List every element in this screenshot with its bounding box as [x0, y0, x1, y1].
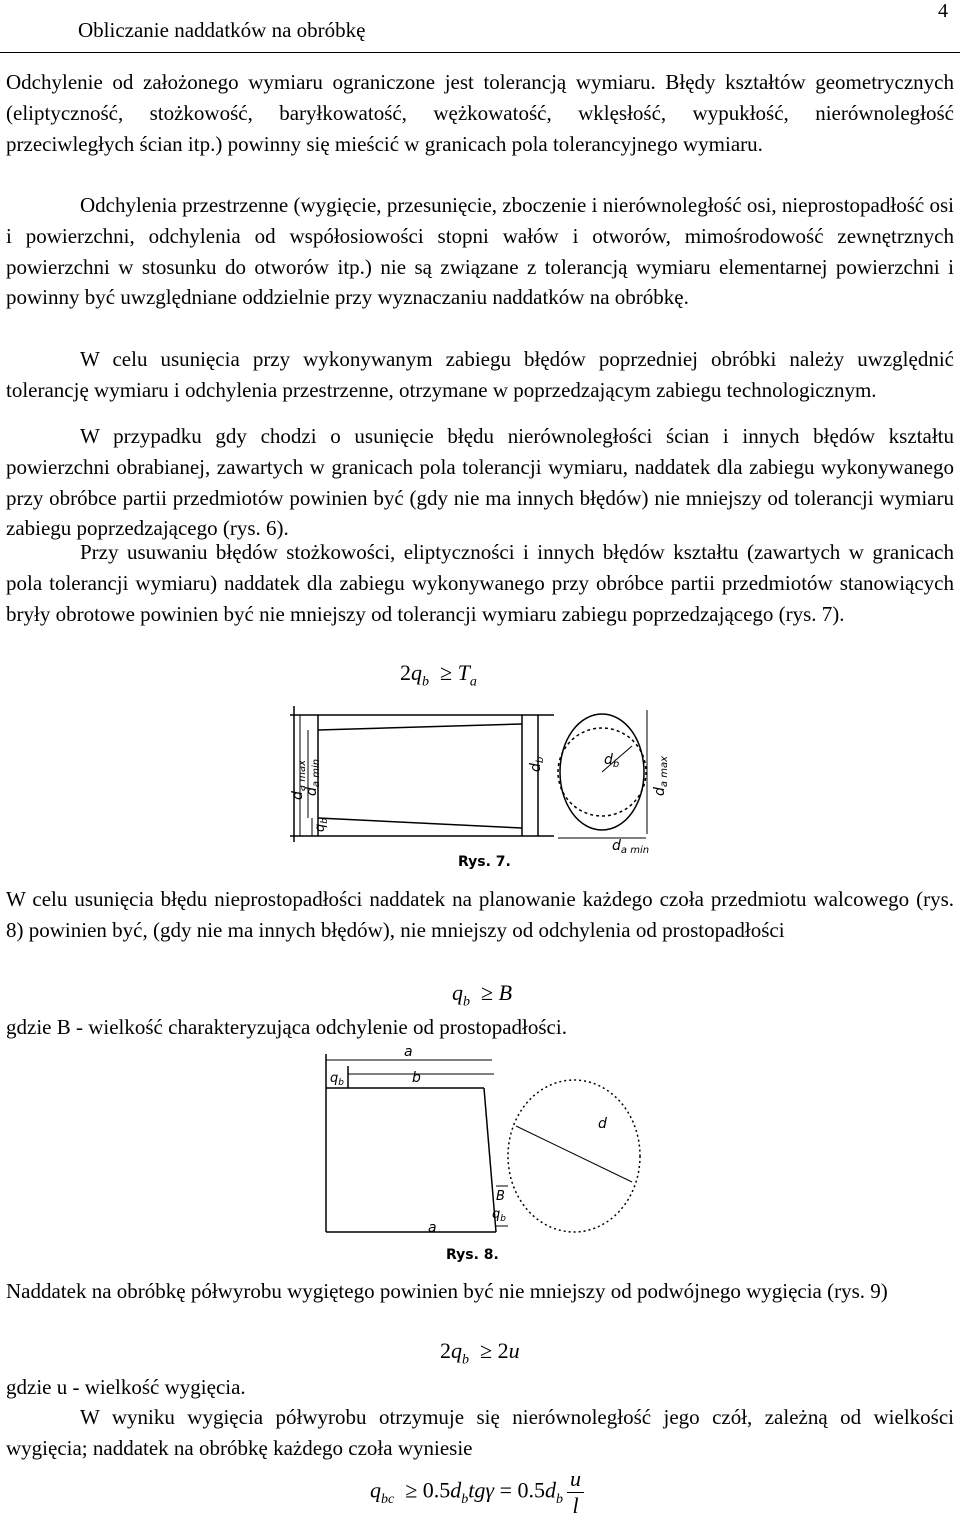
- label-a-top: a: [404, 1044, 413, 1060]
- label-da-min-section: $d_{a min}$: [612, 838, 650, 856]
- figure-rys7-caption: Rys. 7.: [458, 854, 511, 870]
- label-da-max-section: $d_{a max}$: [652, 756, 670, 796]
- label-da-max: $d_{a max}$: [290, 760, 308, 800]
- header-rule: [0, 52, 960, 53]
- formula-2qb-ge-2u: $2q_b \ge 2u$: [440, 1338, 520, 1368]
- paragraph-9: gdzie u - wielkość wygięcia.: [6, 1375, 246, 1399]
- label-da-min: $d_{a min}$: [304, 758, 322, 796]
- label-d: d: [598, 1116, 607, 1132]
- formula-qbc: $q_{bc} \ge 0.5d_btg\gamma = 0.5d_b$ $\frac{u}{l}$: [370, 1466, 584, 1519]
- label-db-side: $d_b$: [528, 756, 546, 772]
- paragraph-3: W celu usunięcia przy wykonywanym zabiegu błędów poprzedniej obróbki należy uwzględnić tolerancję wymiaru i odchylenia przestrzenne, otrzymane w poprzedzającym zabiegu technologicznym.: [6, 347, 954, 402]
- paragraph-4: W przypadku gdy chodzi o usunięcie błędu nierównoległości ścian i innych błędów kształtu powierzchni obrabianej, zawartych w granicach pola tolerancji wymiaru, naddatek dla zabiegu wykonywanego przy obróbce partii przedmiotów powinien być (gdy nie ma innych błędów) nie mniejszy od tolerancji wymiaru zabiegu poprzedzającego (rys. 6).: [6, 424, 954, 541]
- paragraph-7: gdzie B - wielkość charakteryzująca odchylenie od prostopadłości.: [6, 1015, 567, 1039]
- formula-qb-ge-b: $q_b \ge B$: [452, 980, 513, 1010]
- paragraph-8: Naddatek na obróbkę półwyrobu wygiętego powinien być nie mniejszy od podwójnego wygięcia (rys. 9): [6, 1279, 888, 1303]
- label-qb-bottom: $q_b$: [492, 1207, 506, 1224]
- paragraph-2: Odchylenia przestrzenne (wygięcie, przesunięcie, zboczenie i nierównoległość osi, nieprostopadłość osi i powierzchni, odchylenia od współosiowości stopni wałów i otworów, mimośrodowość zewnętrznych powierzchni w stosunku do otworów itp.) nie są związane z tolerancją wymiaru elementarnej powierzchni i powinny być uwzględniane oddzielnie przy wyznaczaniu naddatków na obróbkę.: [6, 193, 954, 310]
- label-b: b: [412, 1070, 421, 1086]
- paragraph-10: W wyniku wygięcia półwyrobu otrzymuje się nierównoległość jego czół, zależną od wielkości wygięcia; naddatek na obróbkę każdego czoła wyniesie: [6, 1405, 954, 1460]
- paragraph-6: W celu usunięcia błędu nieprostopadłości naddatek na planowanie każdego czoła przedmiotu walcowego (rys. 8) powinien być, (gdy nie ma innych błędów), nie mniejszy od odchylenia od prostopadłości: [6, 887, 954, 942]
- label-qb-top: $q_b$: [330, 1071, 344, 1088]
- paragraph-1: Odchylenie od założonego wymiaru ograniczone jest tolerancją wymiaru. Błędy kształtów geometrycznych (eliptyczność, stożkowość, baryłkowatość, wężkowatość, wklęsłość, wypukłość, nierównoległość przeciwległych ścian itp.) powinny się mieścić w granicach pola tolerancyjnego wymiaru.: [6, 70, 954, 156]
- label-B: B: [496, 1189, 505, 1204]
- label-db-section: $d_b$: [604, 752, 620, 770]
- figure-rys8: [312, 1046, 652, 1242]
- page-number: 4: [938, 0, 948, 22]
- figure-rys7: [282, 700, 682, 856]
- paragraph-5: Przy usuwaniu błędów stożkowości, eliptyczności i innych błędów kształtu (zawartych w granicach pola tolerancji wymiaru) naddatek dla zabiegu wykonywanego przy obróbce partii przedmiotów stanowiących bryły obrotowe powinien być nie mniejszy od tolerancji wymiaru zabiegu poprzedzającego (rys. 7).: [6, 540, 954, 626]
- label-qb: $q_b$: [313, 818, 330, 832]
- label-a-bottom: a: [428, 1220, 437, 1236]
- figure-rys8-caption: Rys. 8.: [446, 1247, 499, 1263]
- page-header-title: Obliczanie naddatków na obróbkę: [78, 18, 366, 42]
- formula-2qb-ge-ta: $2q_b \ge T_a$: [400, 660, 477, 690]
